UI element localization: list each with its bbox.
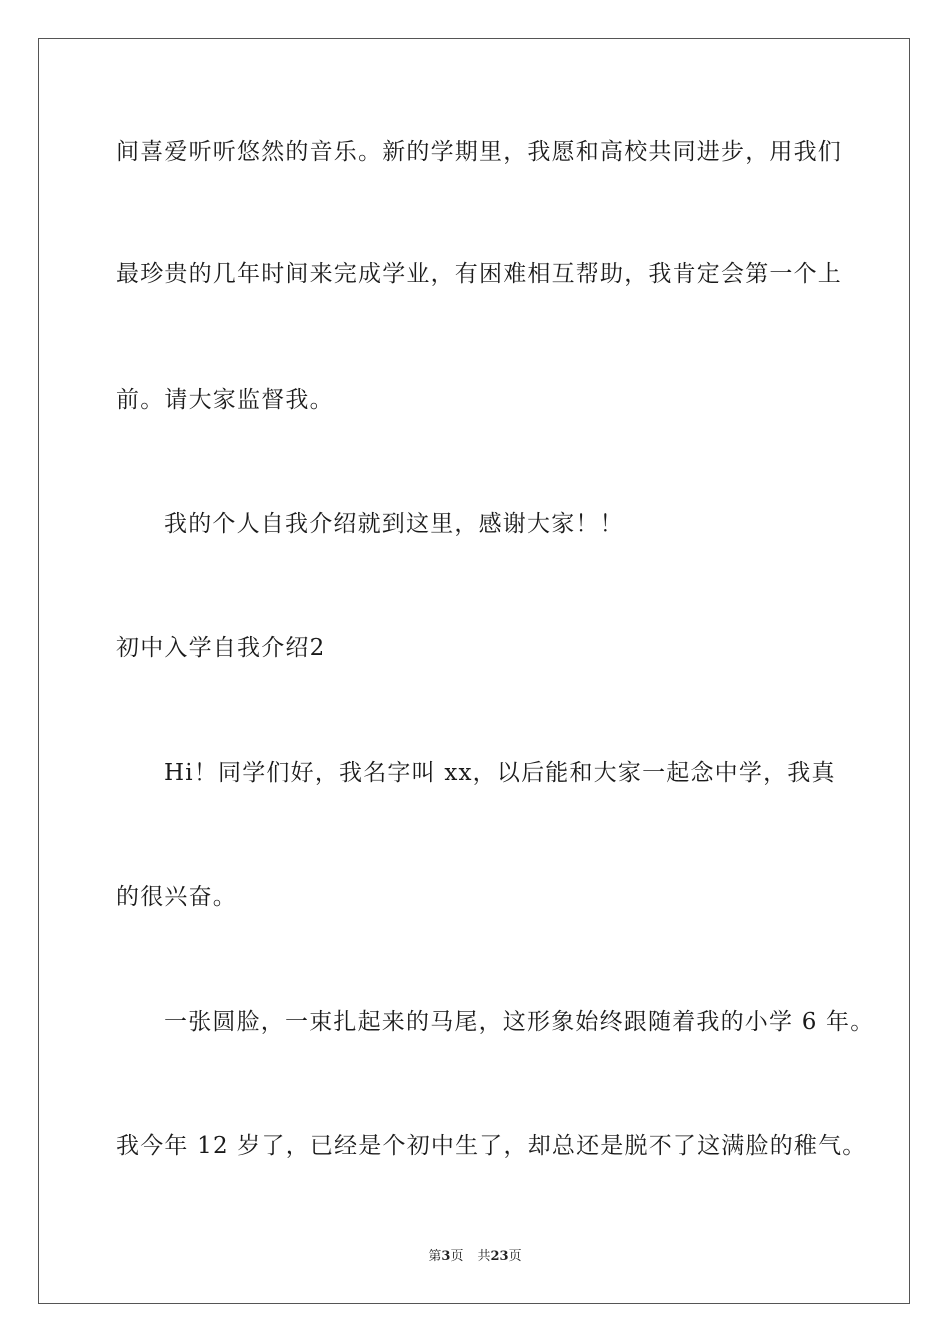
body-text-line: 一张圆脸，一束扎起来的马尾，这形象始终跟随着我的小学 6 年。	[164, 1009, 875, 1035]
page-total: 23	[490, 1249, 509, 1264]
page-footer	[0, 1248, 950, 1266]
total-suffix: 页	[508, 1249, 522, 1264]
body-text-line: Hi！同学们好，我名字叫 xx，以后能和大家一起念中学，我真	[164, 760, 836, 786]
body-text-line: 间喜爱听听悠然的音乐。新的学期里，我愿和高校共同进步，用我们	[116, 139, 842, 165]
body-text-line: 的很兴奋。	[116, 884, 237, 910]
section-heading: 初中入学自我介绍2	[116, 635, 326, 661]
body-text-line: 我今年 12 岁了，已经是个初中生了，却总还是脱不了这满脸的稚气。	[116, 1133, 867, 1159]
page-suffix: 页	[450, 1249, 464, 1264]
body-text-line: 前。请大家监督我。	[116, 387, 334, 413]
total-prefix: 共	[477, 1249, 491, 1264]
body-text-line: 最珍贵的几年时间来完成学业，有困难相互帮助，我肯定会第一个上	[116, 261, 842, 287]
page-border	[38, 38, 910, 1304]
body-text-line: 我的个人自我介绍就到这里，感谢大家！！	[164, 511, 624, 537]
page-prefix: 第	[428, 1249, 442, 1264]
page-current: 3	[441, 1249, 451, 1264]
